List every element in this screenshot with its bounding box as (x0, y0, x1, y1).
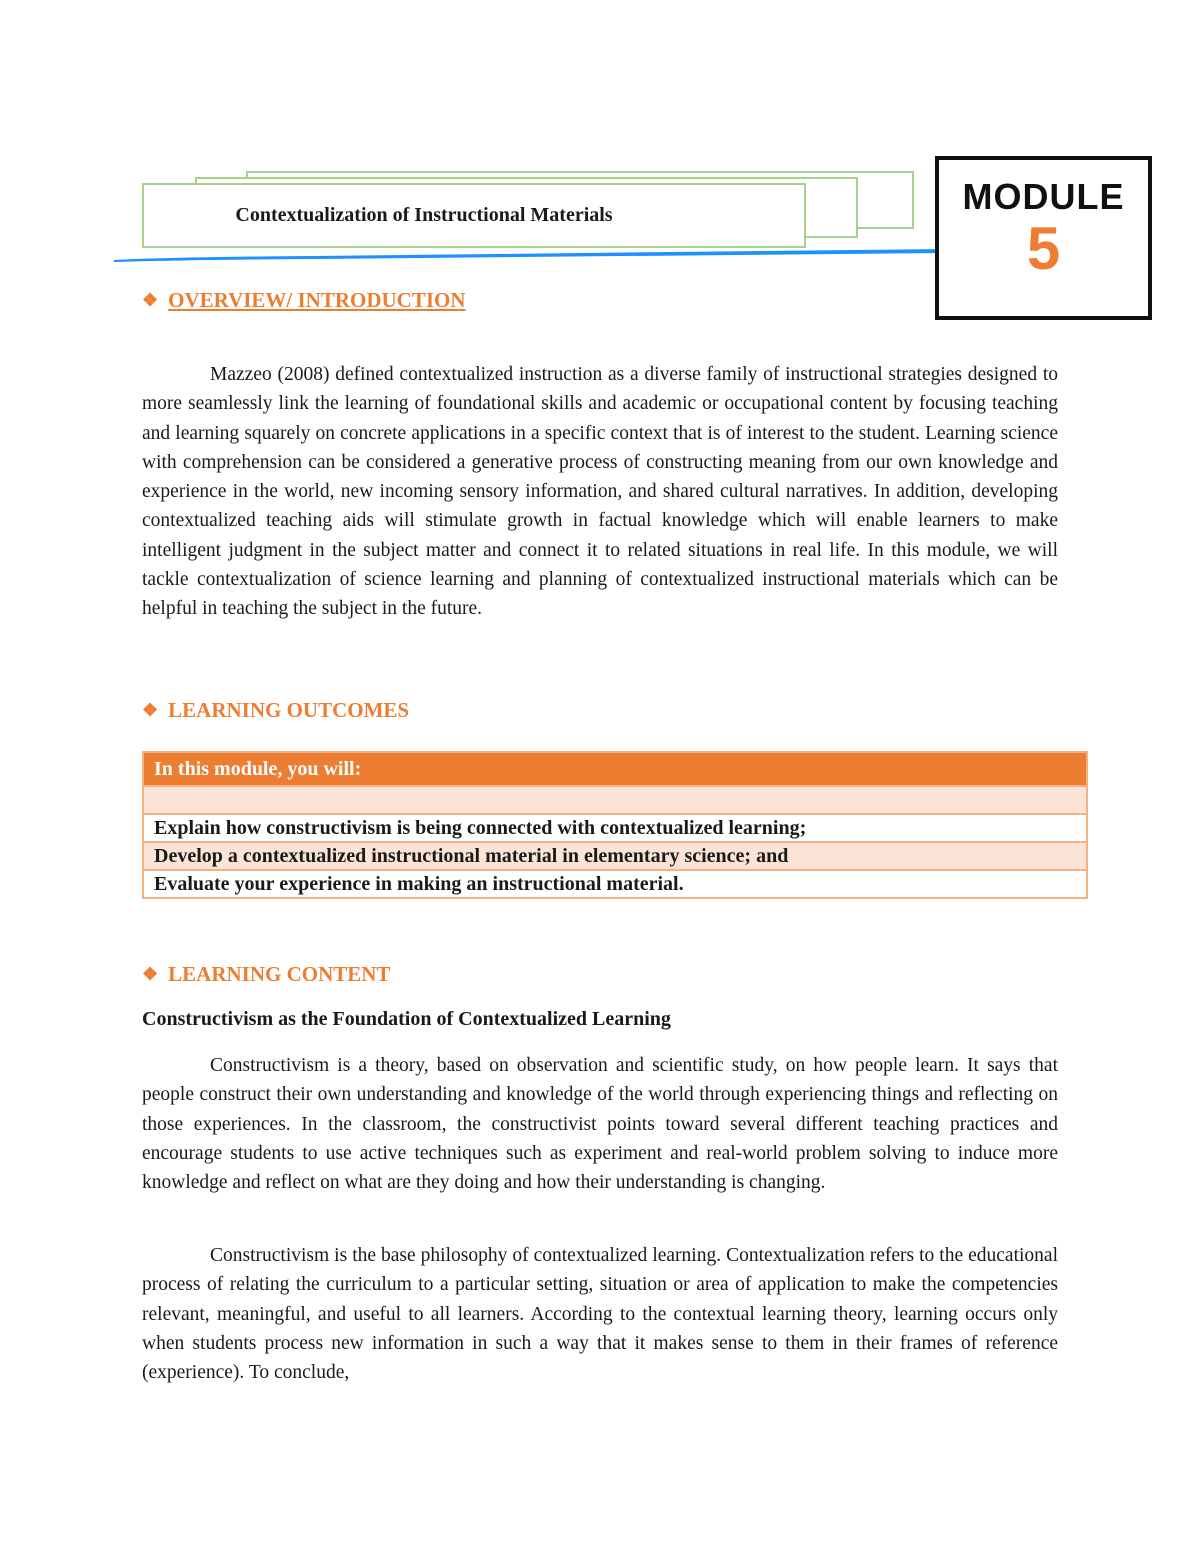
overview-heading-text: OVERVIEW/ INTRODUCTION (168, 288, 466, 312)
outcome-item: Develop a contextualized instructional material in elementary science; and (144, 841, 1086, 869)
content-heading-text: LEARNING CONTENT (168, 962, 391, 986)
diamond-bullet-icon: ❖ (142, 964, 159, 984)
content-subheading: Constructivism as the Foundation of Contextualized Learning (142, 1008, 671, 1030)
content-paragraph-2-text: Constructivism is the base philosophy of contextualized learning. Contextualization refers to the educational process of relating the curriculum to a particular setting, situation or area of application to make the competencies relevant, meaningful, and useful to all learners. According to the contextual learning theory, learning occurs only when students process new information in such a way that it makes sense to them in their frames of reference (experience). To conclude, (142, 1245, 1058, 1384)
overview-heading (142, 288, 466, 313)
module-label: MODULE (962, 176, 1125, 217)
content-paragraph-1-text: Constructivism is a theory, based on observation and scientific study, on how people learn. It says that people construct their own understanding and knowledge of the world through experiencing things and reflecting on those experiences. In the classroom, the constructivist points toward several different teaching practices and encourage students to use active techniques such as experiment and real-world problem solving to induce more knowledge and reflect on what are they doing and how their understanding is changing. (142, 1055, 1058, 1194)
outcomes-heading (142, 698, 409, 723)
header-divider-line (114, 246, 944, 262)
outcome-item: Explain how constructivism is being connected with contextualized learning; (144, 813, 1086, 841)
diamond-bullet-icon: ❖ (142, 290, 159, 310)
module-number: 5 (1026, 215, 1061, 282)
overview-paragraph-text: Mazzeo (2008) defined contextualized instruction as a diverse family of instructional strategies designed to more seamlessly link the learning of foundational skills and academic or occupational content by focusing teaching and learning squarely on concrete applications in a specific context that is of interest to the student. Learning science with comprehension can be considered a generative process of constructing meaning from our own knowledge and experience in the world, new incoming sensory information, and shared cultural narratives. In addition, developing contextualized teaching aids will stimulate growth in factual knowledge which will enable learners to make intelligent judgment in the subject matter and connect it to related situations in real life. In this module, we will tackle contextualization of science learning and planning of contextualized instructional materials which can be helpful in teaching the subject in the future. (142, 364, 1058, 620)
outcomes-heading-text: LEARNING OUTCOMES (168, 698, 410, 722)
outcomes-table (142, 751, 1088, 899)
document-title: Contextualization of Instructional Materials (235, 204, 613, 226)
content-heading (142, 962, 390, 987)
content-paragraph-1 (142, 1051, 1058, 1197)
module-badge (935, 156, 1152, 320)
outcomes-table-blank-row (144, 785, 1086, 813)
diamond-bullet-icon: ❖ (142, 700, 159, 720)
title-frame-front (142, 183, 806, 248)
content-paragraph-2 (142, 1241, 1058, 1387)
overview-paragraph (142, 360, 1058, 624)
outcome-item: Evaluate your experience in making an instructional material. (144, 869, 1086, 897)
outcomes-table-header: In this module, you will: (144, 753, 1086, 785)
